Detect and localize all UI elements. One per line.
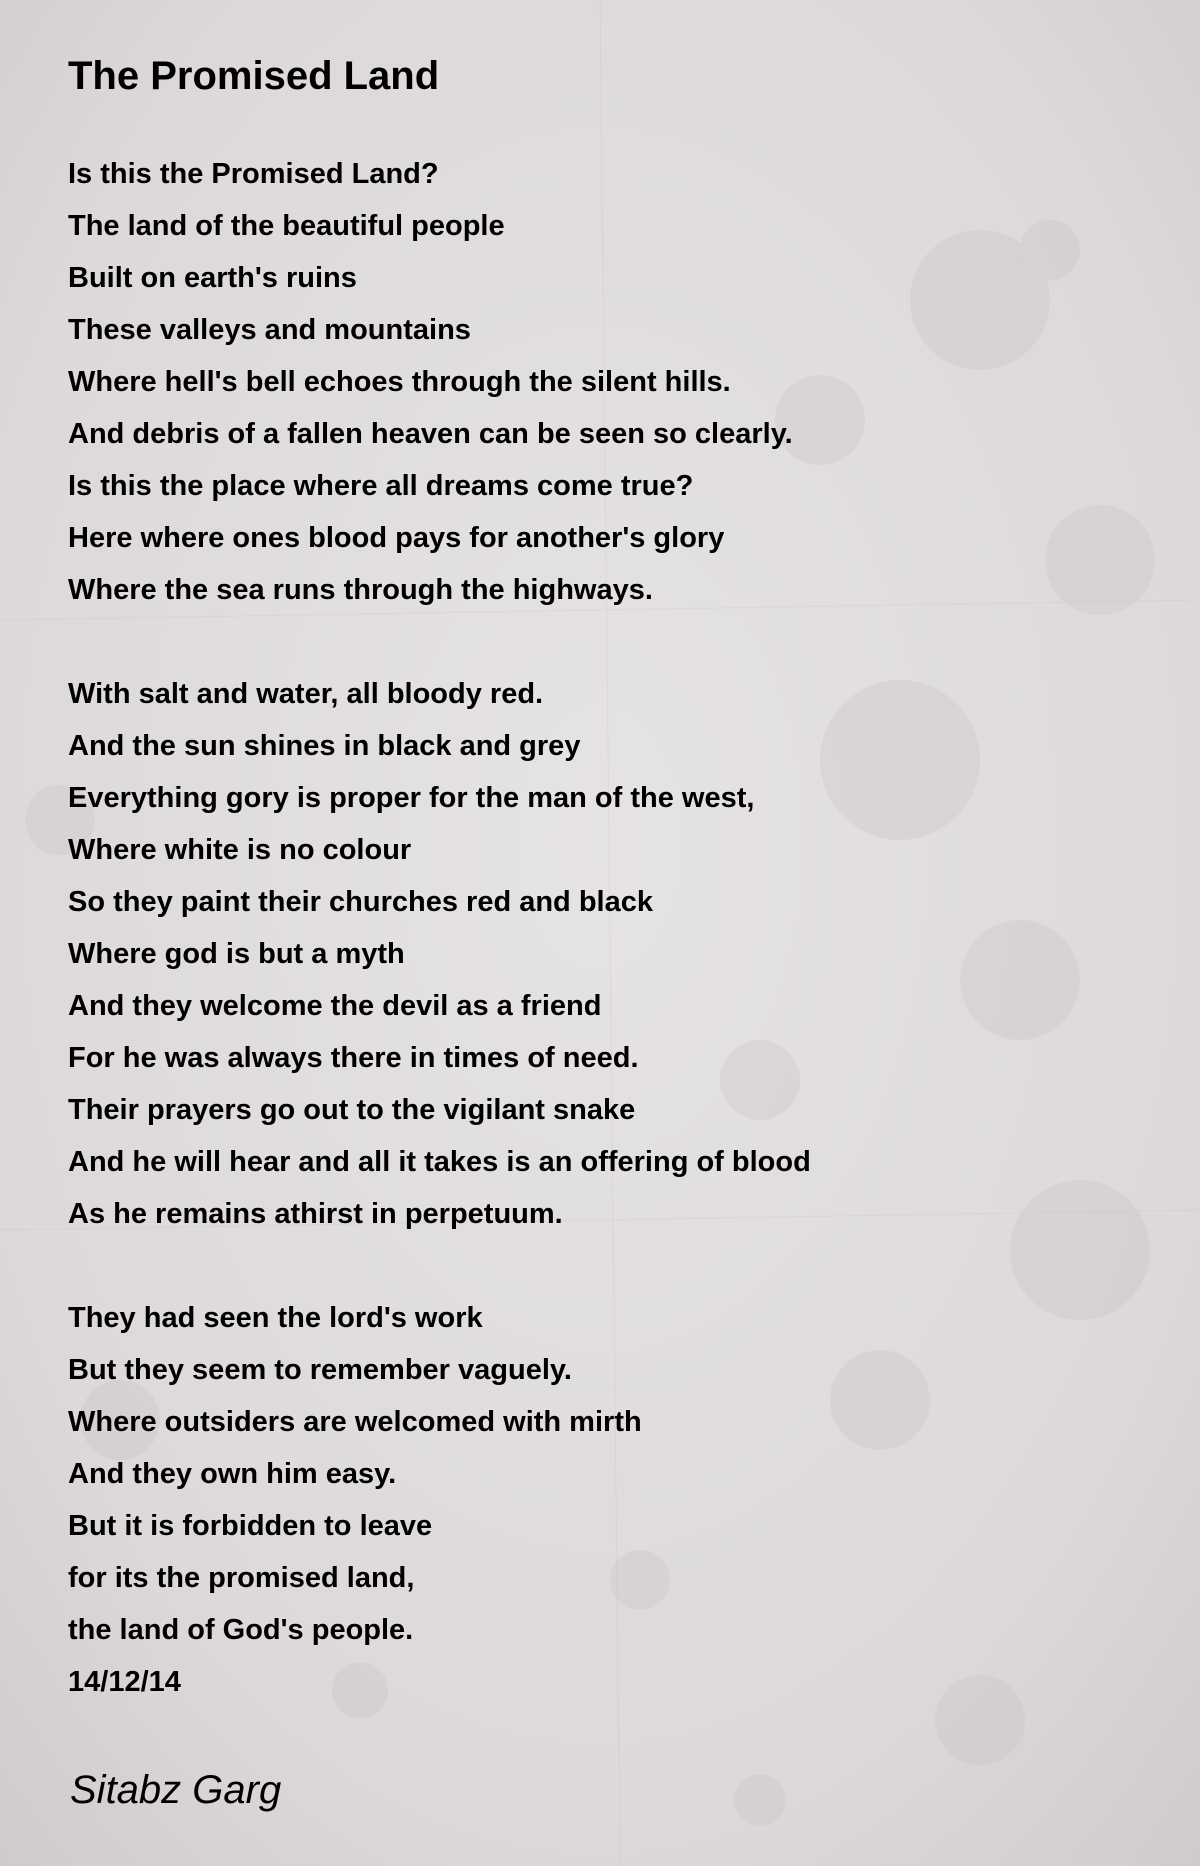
poem-line: Built on earth's ruins [68, 262, 357, 294]
poem-line: But it is forbidden to leave [68, 1510, 433, 1542]
poem-line: the land of God's people. [68, 1614, 414, 1646]
poem-date: 14/12/14 [68, 1666, 181, 1698]
poem-line: Where the sea runs through the highways. [68, 574, 653, 606]
poem-line: So they paint their churches red and black [68, 886, 653, 918]
poem-line: But they seem to remember vaguely. [68, 1354, 572, 1386]
poem-line: They had seen the lord's work [68, 1302, 483, 1334]
poem-line: Here where ones blood pays for another's glory [68, 522, 725, 554]
poem-line: Everything gory is proper for the man of the west, [68, 782, 755, 814]
poem-line: for its the promised land, [68, 1562, 415, 1594]
poem-line: Where god is but a myth [68, 938, 405, 970]
poem-line: With salt and water, all bloody red. [68, 678, 544, 710]
poem-line: And they welcome the devil as a friend [68, 990, 602, 1022]
poem-card [68, 48, 1128, 1698]
poem-line: Where hell's bell echoes through the silent hills. [68, 366, 731, 398]
poem-line: Where white is no colour [68, 834, 412, 866]
poem-line: Where outsiders are welcomed with mirth [68, 1406, 642, 1438]
poem-line: And debris of a fallen heaven can be seen so clearly. [68, 418, 793, 450]
author-signature: Sitabz Garg [70, 1768, 282, 1812]
poem-line: Is this the place where all dreams come true? [68, 470, 694, 502]
poem-title: The Promised Land [68, 54, 440, 98]
poem-line: Their prayers go out to the vigilant snake [68, 1094, 636, 1126]
stanza-1 [68, 148, 1128, 616]
poem-line: The land of the beautiful people [68, 210, 505, 242]
poem-body [68, 148, 1128, 1708]
poem-line: And he will hear and all it takes is an offering of blood [68, 1146, 811, 1178]
stanza-3 [68, 1292, 1128, 1708]
poem-line: And they own him easy. [68, 1458, 397, 1490]
poem-line: As he remains athirst in perpetuum. [68, 1198, 563, 1230]
poem-line: These valleys and mountains [68, 314, 471, 346]
stanza-2 [68, 668, 1128, 1240]
poem-line: And the sun shines in black and grey [68, 730, 581, 762]
poem-line: For he was always there in times of need. [68, 1042, 639, 1074]
poem-line: Is this the Promised Land? [68, 158, 439, 190]
